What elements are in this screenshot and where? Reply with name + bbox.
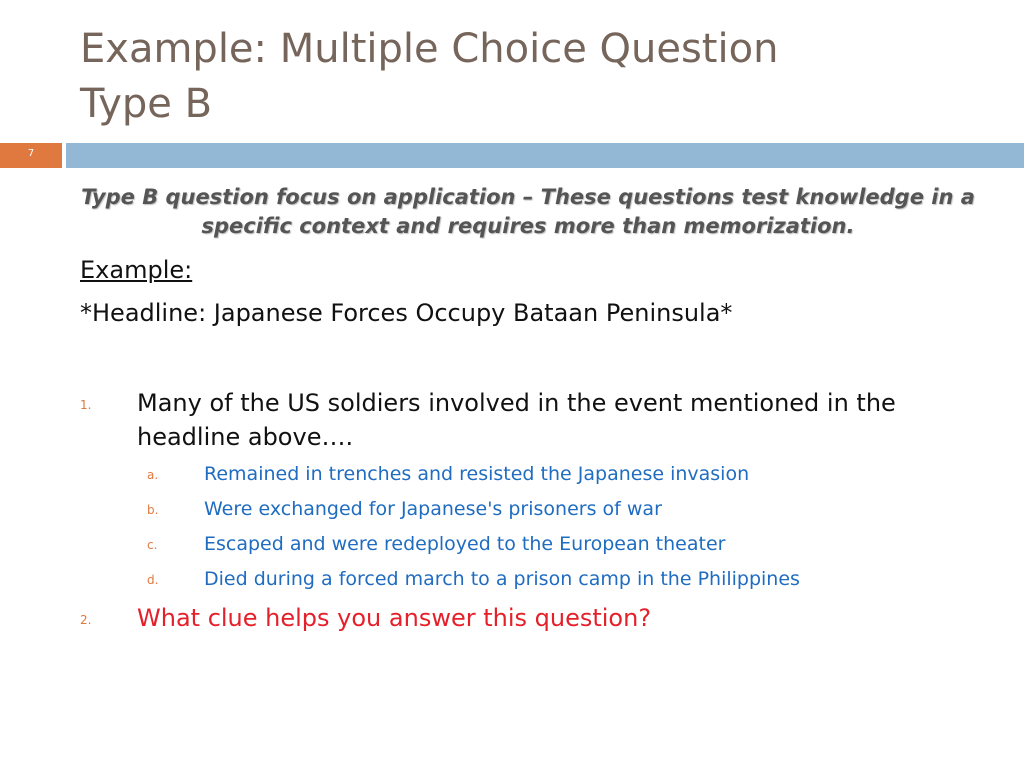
- question-1-text: Many of the US soldiers involved in the event mentioned in the headline above….: [137, 389, 896, 451]
- question-1-marker: 1.: [80, 398, 92, 412]
- option-b-text: Were exchanged for Japanese's prisoners of war: [204, 498, 662, 520]
- option-a-marker: a.: [147, 468, 159, 482]
- question-2-text: What clue helps you answer this question?: [137, 604, 652, 632]
- slide-number: 7: [0, 143, 62, 168]
- title-divider-bar: [66, 143, 1024, 168]
- headline-text: *Headline: Japanese Forces Occupy Bataan Peninsula*: [80, 299, 733, 327]
- slide-title: [80, 22, 980, 132]
- option-c-text: Escaped and were redeployed to the European theater: [204, 533, 726, 555]
- question-2-marker: 2.: [80, 613, 92, 627]
- slide-title-line-2: Type B: [80, 81, 213, 127]
- option-c-marker: c.: [147, 538, 158, 552]
- example-label: Example:: [80, 256, 193, 284]
- option-d-text: Died during a forced march to a prison camp in the Philippines: [204, 568, 800, 590]
- option-b-marker: b.: [147, 503, 159, 517]
- option-d-marker: d.: [147, 573, 159, 587]
- option-a-text: Remained in trenches and resisted the Japanese invasion: [204, 463, 750, 485]
- slide-title-line-1: Example: Multiple Choice Question: [80, 26, 779, 72]
- intro-statement: Type B question focus on application – These questions test knowledge in a specific context and requires more than memorization.: [81, 185, 975, 238]
